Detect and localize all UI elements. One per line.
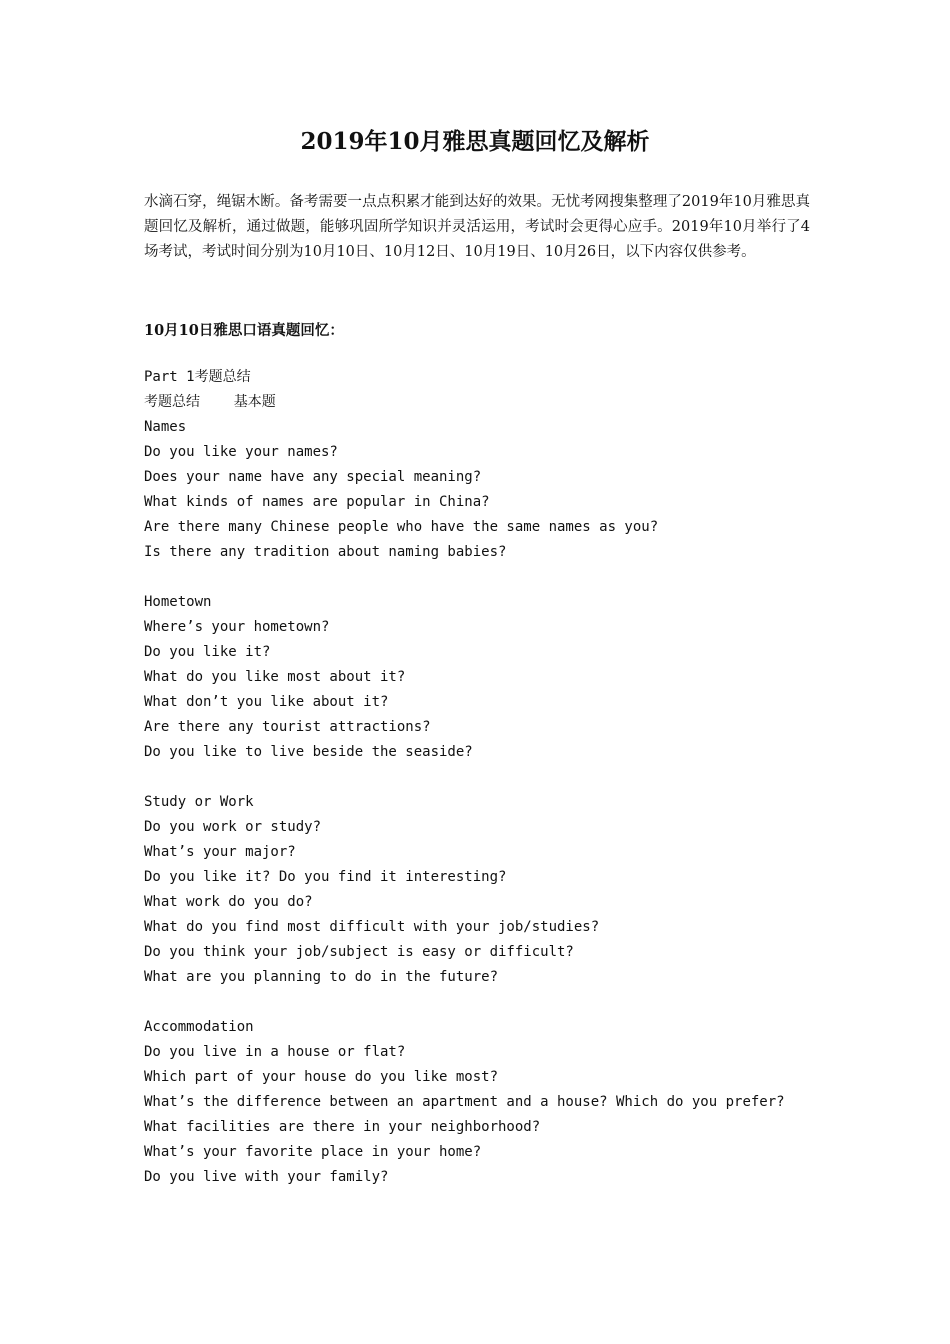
topic-name: Study or Work — [144, 794, 254, 810]
question-line: What’s the difference between an apartment and a house? Which do you prefer? — [144, 1094, 785, 1110]
section-gap — [144, 990, 844, 1015]
section-gap — [144, 765, 844, 790]
topic-section — [144, 415, 844, 565]
question-line: What don’t you like about it? — [144, 694, 389, 710]
question-line: Is there any tradition about naming babies? — [144, 544, 507, 560]
question-line: Does your name have any special meaning? — [144, 469, 482, 485]
question-line: Do you work or study? — [144, 819, 322, 835]
question-line: What facilities are there in your neighborhood? — [144, 1119, 541, 1135]
document-title: 2019年10月雅思真题回忆及解析 — [300, 128, 650, 155]
topics-list — [144, 415, 844, 1190]
question-line: What do you find most difficult with your job/studies? — [144, 919, 600, 935]
question-line: Do you like to live beside the seaside? — [144, 744, 473, 760]
topic-section — [144, 565, 844, 765]
question-line: What’s your favorite place in your home? — [144, 1144, 482, 1160]
question-line: Are there any tourist attractions? — [144, 719, 431, 735]
part-title: Part 1考题总结 — [144, 369, 251, 385]
question-line: Do you like it? — [144, 644, 271, 660]
topic-name: Hometown — [144, 594, 212, 610]
part-subtitle: 考题总结 基本题 — [144, 394, 276, 410]
section-heading: 10月10日雅思口语真题回忆： — [144, 322, 344, 339]
question-line: What do you like most about it? — [144, 669, 406, 685]
topic-section — [144, 990, 844, 1190]
question-line: Are there many Chinese people who have the same names as you? — [144, 519, 659, 535]
section-gap — [144, 565, 844, 590]
question-line: What kinds of names are popular in China? — [144, 494, 490, 510]
topic-name: Accommodation — [144, 1019, 254, 1035]
question-line: Which part of your house do you like most? — [144, 1069, 499, 1085]
question-line: Do you live in a house or flat? — [144, 1044, 406, 1060]
questions-block — [144, 365, 844, 1190]
question-line: Do you like it? Do you find it interesting? — [144, 869, 507, 885]
question-line: Do you like your names? — [144, 444, 338, 460]
question-line: Do you live with your family? — [144, 1169, 389, 1185]
question-line: Where’s your hometown? — [144, 619, 330, 635]
question-line: Do you think your job/subject is easy or difficult? — [144, 944, 574, 960]
intro-paragraph: 水滴石穿，绳锯木断。备考需要一点点积累才能到达好的效果。无忧考网搜集整理了2019年10月雅思真题回忆及解析，通过做题，能够巩固所学知识并灵活运用，考试时会更得心应手。2019年10月举行了4场考试，考试时间分别为10月10日、10月12日、10月19日、10月26日，以下内容仅供参考。 — [144, 194, 810, 260]
topic-section — [144, 765, 844, 990]
question-line: What’s your major? — [144, 844, 296, 860]
question-line: What are you planning to do in the future? — [144, 969, 499, 985]
topic-name: Names — [144, 419, 187, 435]
question-line: What work do you do? — [144, 894, 313, 910]
